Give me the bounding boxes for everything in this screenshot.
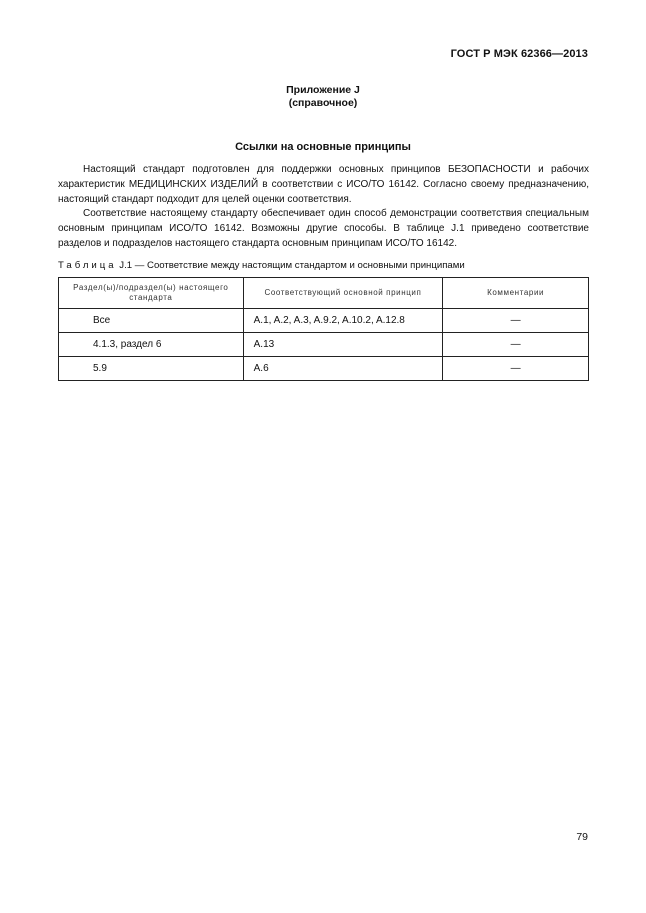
page-number: 79 <box>576 831 588 843</box>
table-header-row <box>59 278 589 309</box>
table-caption <box>58 260 465 271</box>
cell-principle: A.1, A.2, A.3, A.9.2, A.10.2, A.12.8 <box>243 309 443 333</box>
annex-kind: (справочное) <box>288 97 358 109</box>
table-caption-text: J.1 — Соответствие между настоящим стандартом и основными принципами <box>119 260 465 271</box>
cell-comment: — <box>443 309 589 333</box>
section-title: Ссылки на основные принципы <box>235 141 411 153</box>
cell-principle: A.6 <box>243 357 443 381</box>
header-sections: Раздел(ы)/подраздел(ы) настоящего стандарта <box>59 278 244 309</box>
table-row <box>59 333 589 357</box>
cell-comment: — <box>443 333 589 357</box>
correspondence-table <box>58 277 589 381</box>
annex-title: Приложение J <box>286 84 360 96</box>
table-caption-word: Таблица <box>58 260 117 271</box>
cell-section: Все <box>59 309 244 333</box>
header-comments: Комментарии <box>443 278 589 309</box>
header-principle: Соответствующий основной принцип <box>243 278 443 309</box>
table-row <box>59 309 589 333</box>
paragraph-intro: Настоящий стандарт подготовлен для поддержки основных принципов БЕЗОПАСНОСТИ и рабочих характеристик МЕДИЦИНСКИХ ИЗДЕЛИЙ в соответствии с ИСО/ТО 16142. Согласно своему предназначению, настоящий стандарт подходит для целей оценки соответствия. <box>58 164 589 205</box>
paragraph-conformity: Соответствие настоящему стандарту обеспечивает один способ демонстрации соответствия специальным основным принципам ИСО/ТО 16142. Возможны другие способы. В таблице J.1 приведено соответствие разделов и подразделов настоящего стандарта основным принципам ИСО/ТО 16142. <box>58 208 589 249</box>
cell-section: 4.1.3, раздел 6 <box>59 333 244 357</box>
table-row <box>59 357 589 381</box>
cell-comment: — <box>443 357 589 381</box>
cell-principle: A.13 <box>243 333 443 357</box>
cell-section: 5.9 <box>59 357 244 381</box>
standard-id-header: ГОСТ Р МЭК 62366—2013 <box>450 48 588 60</box>
